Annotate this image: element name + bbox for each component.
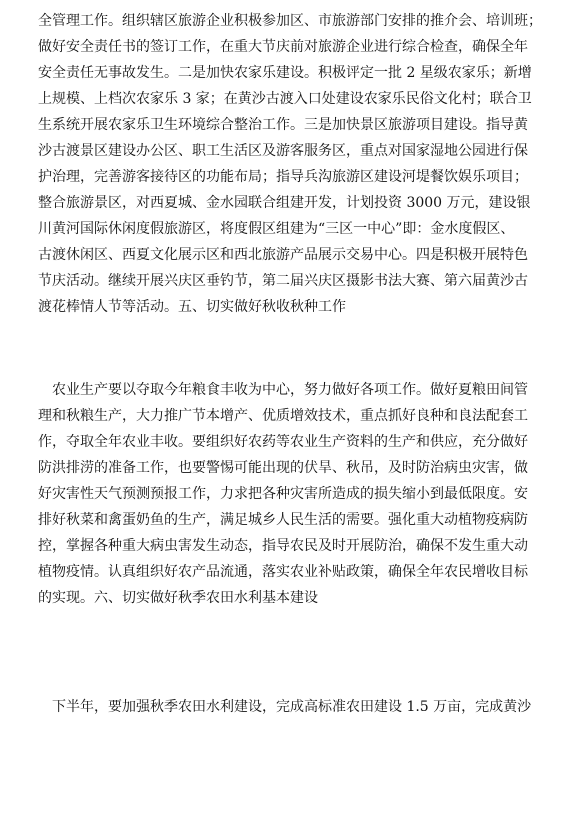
text-line: 下半年，要加强秋季农田水利建设，完成高标准农田建设 1.5 万亩，完成黄沙 xyxy=(38,699,532,715)
text-line: 整合旅游景区，对西夏城、金水园联合组建开发，计划投资 3000 万元，建设银 xyxy=(38,195,531,211)
text-line: 上规模、上档次农家乐 3 家；在黄沙古渡入口处建设农家乐民俗文化村；联合卫 xyxy=(38,91,532,107)
text-line: 古渡休闲区、西夏文化展示区和西北旅游产品展示交易中心。四是积极开展特色 xyxy=(38,247,528,263)
text-line: 做好安全责任书的签订工作，在重大节庆前对旅游企业进行综合检查，确保全年 xyxy=(38,39,528,55)
text-line: 的实现。六、切实做好秋季农田水利基本建设 xyxy=(38,590,318,606)
text-line: 好灾害性天气预测预报工作，力求把各种灾害所造成的损失缩小到最低限度。安 xyxy=(38,486,528,502)
text-line: 生系统开展农家乐卫生环境综合整治工作。三是加快景区旅游项目建设。指导黄 xyxy=(38,117,528,133)
text-line: 作，夺取全年农业丰收。要组织好农药等农业生产资料的生产和供应，充分做好 xyxy=(38,434,528,450)
text-line: 植物疫情。认真组织好农产品流通，落实农业补贴政策，确保全年农民增收目标 xyxy=(38,564,528,580)
text-line: 沙古渡景区建设办公区、职工生活区及游客服务区，重点对国家湿地公园进行保 xyxy=(38,143,528,159)
text-line: 渡花棒情人节等活动。五、切实做好秋收秋种工作 xyxy=(38,299,346,315)
text-line: 安全责任无事故发生。二是加快农家乐建设。积极评定一批 2 星级农家乐；新增 xyxy=(38,65,532,81)
text-line: 防洪排涝的准备工作，也要警惕可能出现的伏旱、秋吊，及时防治病虫灾害，做 xyxy=(38,460,528,476)
text-line: 护治理，完善游客接待区的功能布局；指导兵沟旅游区建设河堤餐饮娱乐项目； xyxy=(38,169,528,185)
text-line: 理和秋粮生产，大力推广节本增产、优质增效技术，重点抓好良种和良法配套工 xyxy=(38,408,528,424)
text-line: 农业生产要以夺取今年粮食丰收为中心，努力做好各项工作。做好夏粮田间管 xyxy=(38,382,528,398)
text-line: 控，掌握各种重大病虫害发生动态，指导农民及时开展防治，确保不发生重大动 xyxy=(38,538,528,554)
text-line: 节庆活动。继续开展兴庆区垂钓节，第二届兴庆区摄影书法大赛、第六届黄沙古 xyxy=(38,273,528,289)
text-line: 排好秋菜和禽蛋奶鱼的生产，满足城乡人民生活的需要。强化重大动植物疫病防 xyxy=(38,512,528,528)
text-line: 全管理工作。组织辖区旅游企业积极参加区、市旅游部门安排的推介会、培训班； xyxy=(38,13,542,29)
text-line: 川黄河国际休闲度假旅游区，将度假区组建为“三区一中心”即：金水度假区、 xyxy=(38,221,515,237)
